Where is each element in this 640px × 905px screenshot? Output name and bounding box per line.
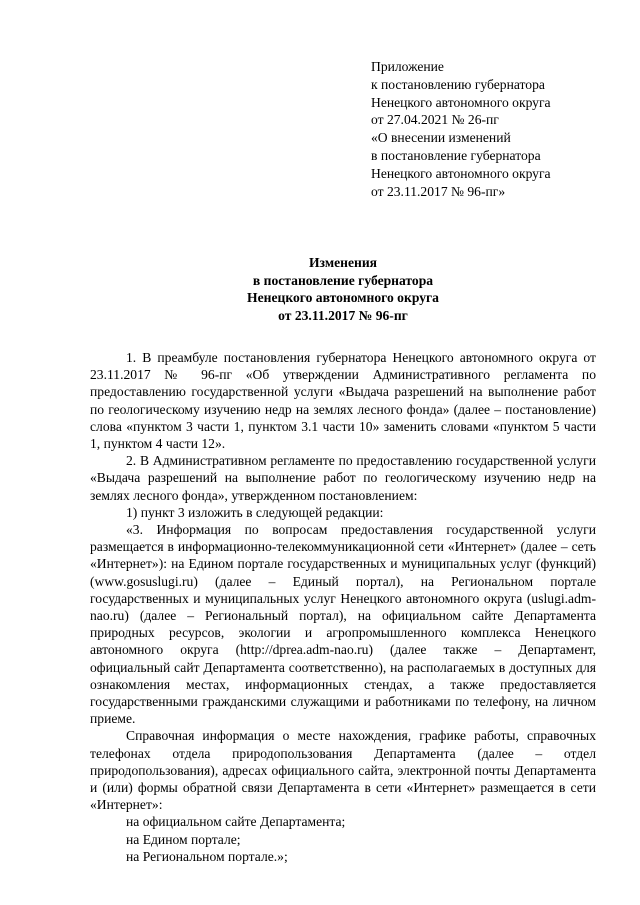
paragraph-2: 2. В Административном регламенте по предоставлению государственной услуги «Выдача разрешений на выполнение работ по геологическому изучению недр на землях лесного фонда», утвержденном постановлением:	[90, 453, 596, 503]
list-item: на официальном сайте Департамента;	[126, 814, 346, 830]
list-item: на Региональном портале.»;	[126, 848, 288, 864]
appendix-block	[371, 58, 611, 200]
paragraph-1: 1. В преамбуле постановления губернатора Ненецкого автономного округа от 23.11.2017 № 96-пг «Об утверждении Административного регламента по предоставлению государственной услуги «Выдача разрешений на выполнение работ по геологическому изучению недр на землях лесного фонда» (далее – постановление) слова «пунктом 3 части 1, пунктом 3.1 части 10» заменить словами «пунктом 5 части 1, пунктом 4 части 12».	[90, 350, 596, 452]
appendix-line: «О внесении изменений	[371, 130, 511, 146]
title-line: в постановление губернатора	[252, 272, 434, 288]
appendix-line: от 23.11.2017 № 96-пг»	[371, 183, 506, 199]
appendix-line: Ненецкого автономного округа	[371, 165, 551, 181]
appendix-line: Ненецкого автономного округа	[371, 94, 551, 110]
paragraph-5: Справочная информация о месте нахождения, графике работы, справочных телефонах отдела природопользования Департамента (далее – отдел природопользования), адресах официального сайта, электронной почты Департамента и (или) формы обратной связи Департамента в сети «Интернет» размещается в сети «Интернет»:	[90, 728, 596, 813]
appendix-line: к постановлению губернатора	[371, 76, 545, 92]
appendix-line: Приложение	[371, 59, 444, 74]
document-title	[90, 254, 596, 324]
document-body	[90, 349, 596, 865]
appendix-line: в постановление губернатора	[371, 147, 541, 163]
title-line: Изменения	[308, 255, 378, 270]
paragraph-4: «3. Информация по вопросам предоставления государственной услуги размещается в информационно-телекоммуникационной сети «Интернет» (далее – сеть «Интернет»): на Едином портале государственных и муниципальных услуг (функций) (www.gosuslugi.ru) (далее – Единый портал), на Региональном портале государственных и муниципальных услуг Ненецкого автономного округа (uslugi.adm-nao.ru) (далее – Региональный портал), на официальном сайте Департамента природных ресурсов, экологии и агропромышленного комплекса Ненецкого автономного округа (http://dprea.adm-nao.ru) (далее также – Департамент, официальный сайт Департамента соответственно), на располагаемых в доступных для ознакомления местах, информационных стендах, а также предоставляется государственными гражданскими служащими и работниками по телефону, на личном приеме.	[90, 522, 596, 727]
list-item: на Едином портале;	[126, 831, 241, 847]
appendix-line: от 27.04.2021 № 26-пг	[371, 112, 499, 128]
paragraph-3: 1) пункт 3 изложить в следующей редакции:	[126, 504, 384, 520]
title-line: от 23.11.2017 № 96-пг	[278, 307, 408, 323]
title-line: Ненецкого автономного округа	[247, 290, 439, 306]
